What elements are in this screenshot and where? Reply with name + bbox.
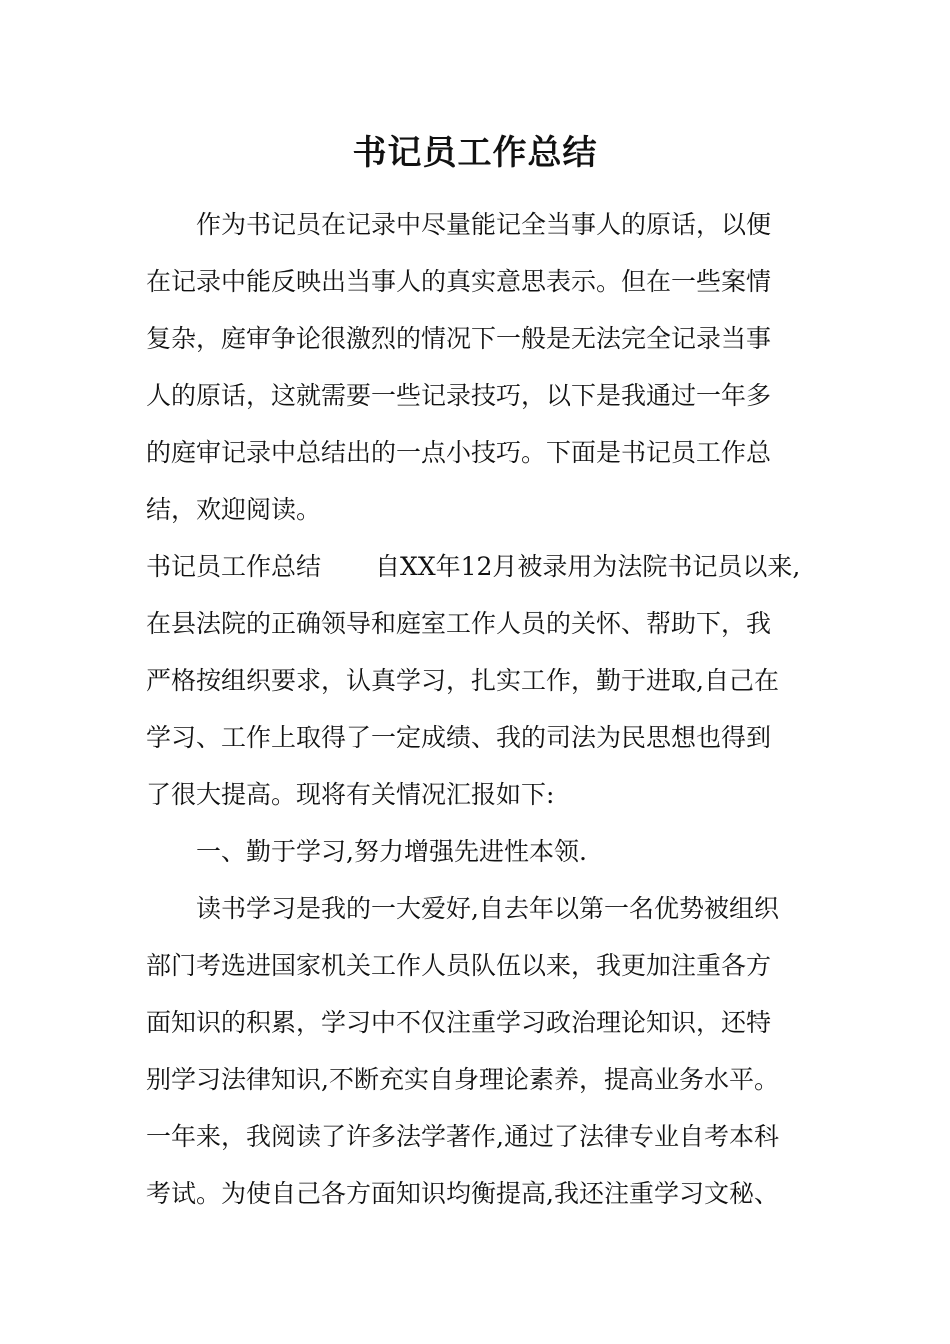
paragraph-line: 一年来，我阅读了许多法学著作,通过了法律专业自考本科 <box>146 1122 779 1151</box>
paragraph-line: 在县法院的正确领导和庭室工作人员的关怀、帮助下，我 <box>146 609 772 638</box>
section-label: 书记员工作总结 <box>146 552 322 581</box>
subheading-line: 一、勤于学习,努力增强先进性本领. <box>196 837 587 866</box>
section-heading-line <box>146 550 816 584</box>
paragraph-line: 学习、工作上取得了一定成绩、我的司法为民思想也得到 <box>146 723 772 752</box>
paragraph-line: 人的原话，这就需要一些记录技巧，以下是我通过一年多 <box>146 381 772 410</box>
paragraph-line: 严格按组织要求，认真学习，扎实工作，勤于进取,自己在 <box>146 666 779 695</box>
paragraph-line: 作为书记员在记录中尽量能记全当事人的原话，以便 <box>196 210 772 239</box>
paragraph-line: 在记录中能反映出当事人的真实意思表示。但在一些案情 <box>146 267 772 296</box>
paragraph-line: 读书学习是我的一大爱好,自去年以第一名优势被组织 <box>196 894 779 923</box>
paragraph-line: 面知识的积累，学习中不仅注重学习政治理论知识，还特 <box>146 1008 772 1037</box>
paragraph-line: 部门考选进国家机关工作人员队伍以来，我更加注重各方 <box>146 951 772 980</box>
paragraph-line: 复杂，庭审争论很激烈的情况下一般是无法完全记录当事 <box>146 324 772 353</box>
paragraph-line: 别学习法律知识,不断充实自身理论素养，提高业务水平。 <box>146 1065 779 1094</box>
document-title: 书记员工作总结 <box>352 133 598 173</box>
paragraph-line: 考试。为使自己各方面知识均衡提高,我还注重学习文秘、 <box>146 1179 779 1208</box>
paragraph-line: 结，欢迎阅读。 <box>146 495 322 524</box>
paragraph-line: 的庭审记录中总结出的一点小技巧。下面是书记员工作总 <box>146 438 772 467</box>
paragraph-line: 了很大提高。现将有关情况汇报如下: <box>146 780 555 809</box>
section-intro: 自XX年12月被录用为法院书记员以来, <box>375 552 801 581</box>
